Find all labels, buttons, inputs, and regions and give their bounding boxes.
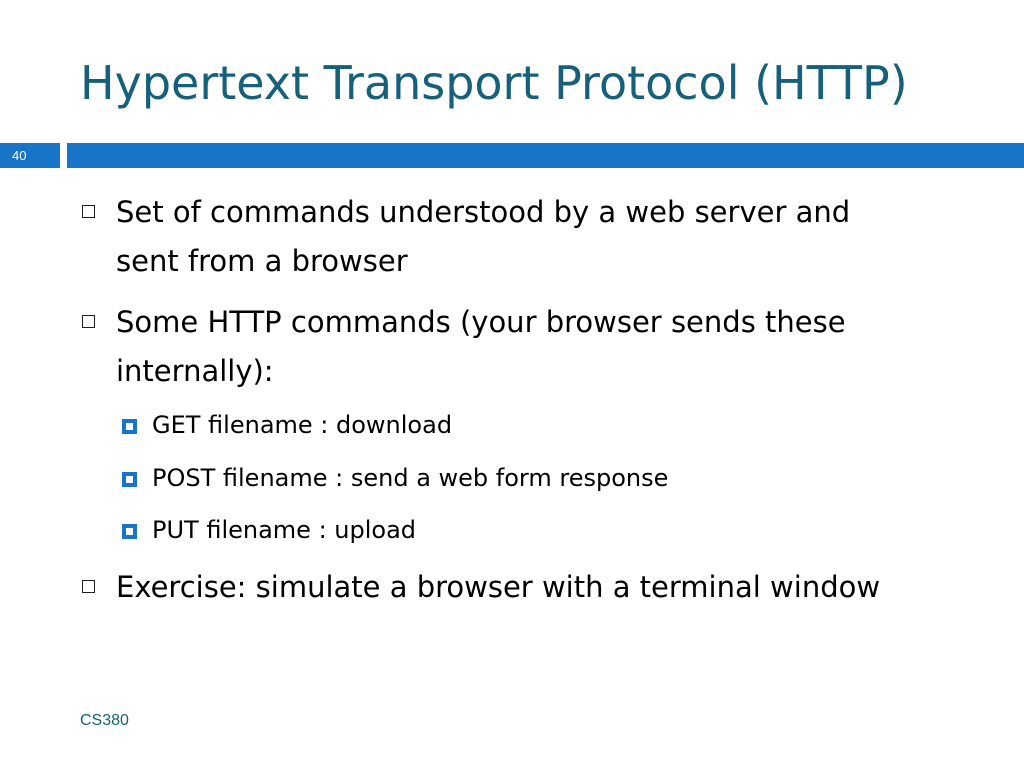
bullet-item-3 [82, 563, 982, 612]
hollow-square-bullet-icon [82, 315, 95, 328]
title-divider-bar [67, 143, 1024, 168]
filled-square-bullet-icon [122, 419, 137, 434]
hollow-square-bullet-icon [82, 580, 95, 593]
bullet-item-1 [82, 188, 982, 286]
sub-bullet-item-3 [122, 512, 982, 548]
bullet-line: internally): [116, 354, 274, 388]
bullet-line: sent from a browser [116, 244, 408, 278]
sub-bullet-text: GET filename : download [152, 411, 453, 439]
bullet-text [116, 188, 976, 286]
sub-bullet-text: POST filename : send a web form response [152, 464, 669, 492]
filled-square-bullet-icon [122, 524, 137, 539]
sub-bullet-item-2 [122, 460, 982, 496]
slide-title: Hypertext Transport Protocol (HTTP) [80, 56, 908, 110]
sub-bullet-item-1 [122, 407, 982, 443]
bullet-item-2 [82, 298, 982, 396]
bullet-line: Some HTTP commands (your browser sends these [116, 305, 846, 339]
slide-number-box [0, 143, 60, 168]
bullet-text [116, 298, 976, 396]
bullet-text [116, 563, 976, 612]
sub-bullet-text: PUT filename : upload [152, 516, 417, 544]
filled-square-bullet-icon [122, 472, 137, 487]
bullet-line: Exercise: simulate a browser with a terminal window [116, 570, 881, 604]
bullet-line: Set of commands understood by a web server and [116, 195, 851, 229]
footer-course-code: CS380 [80, 712, 129, 729]
hollow-square-bullet-icon [82, 205, 95, 218]
slide-number: 40 [12, 148, 27, 163]
